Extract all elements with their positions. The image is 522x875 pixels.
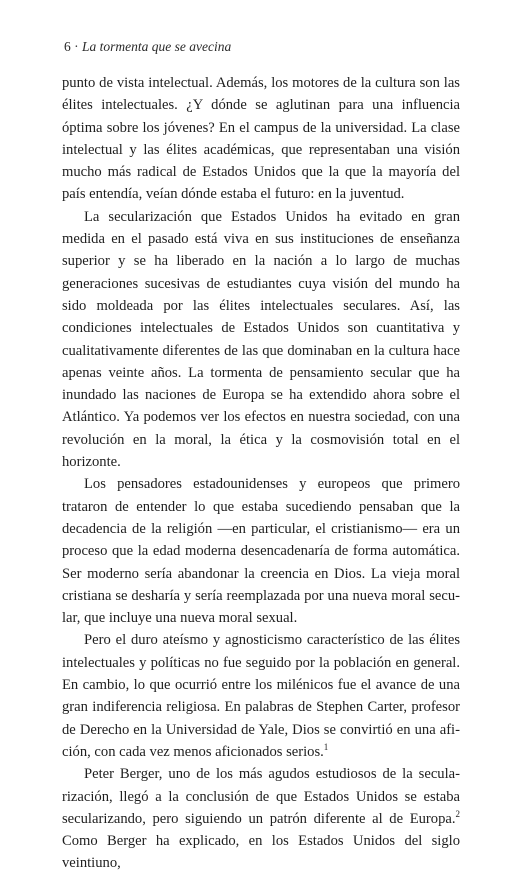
body-text: [62, 72, 460, 875]
footnote-marker-1: 1: [323, 742, 329, 753]
paragraph-4-text: Pero el duro ateísmo y agnosticismo característico de las élites intelectuales y políticas no fue seguido por la población en general. En cambio, lo que ocurrió entre los milénicos fue el avance de una gran indiferencia religiosa. En palabras de Stephen Carter, profesor de Derecho en la Universidad de Yale, Dios se convirtió en una afición, con cada vez menos aficionados serios.: [62, 632, 460, 760]
book-page: [62, 38, 460, 875]
page-number: 6: [64, 39, 71, 54]
paragraph-1: punto de vista intelectual. Además, los motores de la cultura son las élites intelectuales. ¿Y dónde se aglutinan para una influencia óptima sobre los jóvenes? En el campus de la universidad. La clase intelectual y las élites académicas, que representaban una visión mucho más radical de Estados Unidos que la que la mayoría del país entendía, veían dónde estaba el futuro: en la juventud.: [62, 75, 460, 203]
book-title: La tormenta que se avecina: [82, 39, 232, 54]
paragraph-4: [62, 629, 460, 763]
header-separator: ·: [74, 39, 79, 54]
paragraph-5: [62, 763, 460, 874]
paragraph-2: La secularización que Estados Unidos ha evitado en gran medida en el pasado está viva en sus instituciones de enseñanza superior y se ha liberado en la nación a lo largo de muchas generaciones sucesivas de estudiantes cuya visión del mundo ha sido moldeada por las élites intelectuales seculares. Así, las condiciones intelectuales de Estados Unidos son cuantitativa y cualitativamente diferentes de las que dominaban en la cultura hace apenas veinte años. La tormenta de pensamiento secular que ha inundado las naciones de Europa se ha extendido ahora sobre el Atlántico. Ya podemos ver los efectos en nuestra sociedad, con una revolución en la moral, la ética y la cosmovisión total en el horizonte.: [62, 208, 460, 471]
running-head: [64, 38, 460, 56]
paragraph-3: Los pensadores estadounidenses y europeos que primero trataron de entender lo que estaba sucediendo pensaban que la decadencia de la religión —en particular, el cristianismo— era un proceso que la edad moderna desencadenaría de forma automática. Ser moderno sería abandonar la creencia en Dios. La vieja moral cristiana se desharía y sería reemplazada por una nueva moral secular, que incluye una nueva moral sexual.: [62, 476, 460, 627]
paragraph-5-text: Peter Berger, uno de los más agudos estudiosos de la secularización, llegó a la conclusión de que Estados Unidos se estaba secularizando, pero siguiendo un patrón diferente al de Europa.: [62, 766, 460, 827]
paragraph-5-continuation: Como Berger ha explicado, en los Estados Unidos del siglo veintiuno,: [62, 833, 460, 872]
footnote-marker-2: 2: [455, 808, 460, 819]
